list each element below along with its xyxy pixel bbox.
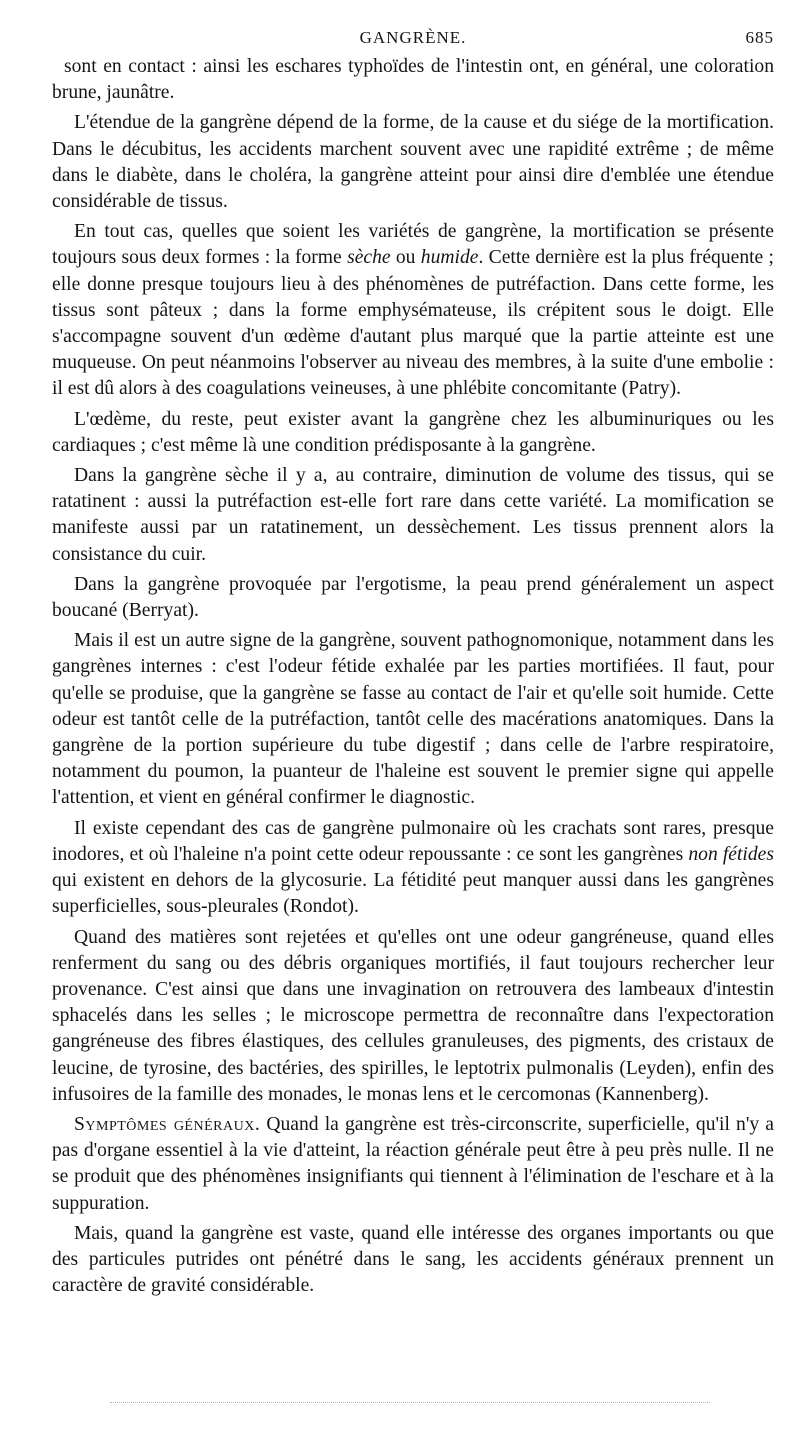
section-heading: Symptômes généraux. [74,1113,261,1135]
text-run: Dans la gangrène sèche il y a, au contraire, diminution de volume des tissus, qui se ratatinent : aussi la putréfaction est-elle fort rare dans cette variété. La momification se manifeste aussi par un ratatinement, un dessèchement. Les tissus prennent alors la consistance du cuir. [52,465,774,565]
text-run: Mais, quand la gangrène est vaste, quand elle intéresse des organes importants ou que des particules putrides ont pénétré dans le sang, les accidents généraux prennent un caractère de gravité considérable. [52,1222,774,1297]
italic-term: sèche [347,247,391,269]
text-run: . Cette dernière est la plus fréquente ; elle donne presque toujours lieu à des phénomènes de putréfaction. Dans cette forme, les tissus sont pâteux ; dans la forme emphysémateuse, ils crépitent sous le doigt. Elle s'accompagne souvent d'un œdème d'autant plus marqué que la partie atteinte est une muqueuse. On peut néanmoins l'observer au niveau des membres, à la suite d'une embolie : il est dû alors à des coagulations veineuses, à une phlébite concomitante (Patry). [52,247,774,400]
paragraph [52,407,774,459]
paragraph [52,1112,774,1217]
text-run: Il existe cependant des cas de gangrène pulmonaire où les crachats sont rares, presque inodores, et où l'haleine n'a point cette odeur repoussante : ce sont les gangrènes [52,817,774,865]
text-run: En tout cas, quelles que soient les variétés de gangrène, la mortification se présente toujours sous deux formes : la forme [52,221,774,269]
book-page [52,28,774,1303]
italic-term: humide [420,247,479,269]
page-number: 685 [745,28,774,47]
text-run: Quand des matières sont rejetées et qu'elles ont une odeur gangréneuse, quand elles renferment du sang ou des débris organiques mortifiés, il faut toujours rechercher leur provenance. C'est ainsi que dans une invagination on retrouvera des lambeaux d'intestin sphacelés dans les selles ; le microscope permettra de reconnaître dans l'expectoration gangréneuse des fibres élastiques, des cellules granuleuses, des pigments, des cristaux de leucine, de tyrosine, des bactéries, des spirilles, le leptotrix pulmonalis (Leyden), enfin des infusoires de la famille des monades, le monas lens et le cercomonas (Kannenberg). [52,926,774,1105]
paragraph [52,1221,774,1300]
text-run: qui existent en dehors de la glycosurie. La fétidité peut manquer aussi dans les gangrènes superficielles, sous-pleurales (Rondot). [52,870,774,918]
text-run: Mais il est un autre signe de la gangrène, souvent pathognomonique, notamment dans les gangrènes internes : c'est l'odeur fétide exhalée par les parties mortifiées. Il faut, pour qu'elle se produise, que la gangrène se fasse au contact de l'air et qu'elle soit humide. Cette odeur est tantôt celle de la putréfaction, tantôt celle des macérations anatomiques. Dans la gangrène de la portion supérieure du tube digestif ; dans celle de l'arbre respiratoire, notamment du poumon, la puanteur de l'haleine est souvent le premier signe qui appelle l'attention, et vient en général confirmer le diagnostic. [52,630,774,809]
text-run: ou [390,247,421,269]
paragraph [52,219,774,402]
paragraph [52,925,774,1108]
paragraph [52,463,774,568]
text-run: Dans la gangrène provoquée par l'ergotisme, la peau prend généralement un aspect boucané (Berryat). [52,573,774,622]
paragraph [52,54,774,106]
text-run: sont en contact : ainsi les eschares typhoïdes de l'intestin ont, en général, une coloration brune, jaunâtre. [52,56,774,104]
italic-term: non fétides [688,843,774,865]
paragraph [52,110,774,215]
paragraph [52,628,774,811]
text-run: Quand la gangrène est très-circonscrite, superficielle, qu'il n'y a pas d'organe essentiel à la vie d'atteint, la réaction générale peut être à peu près nulle. Il ne se produit que des phénomènes insignifiants qui tiennent à l'élimination de l'eschare et à la suppuration. [52,1113,774,1214]
text-run: L'œdème, du reste, peut exister avant la gangrène chez les albuminuriques ou les cardiaques ; c'est même là une condition prédisposante à la gangrène. [52,408,774,456]
text-run: L'étendue de la gangrène dépend de la forme, de la cause et du siége de la mortification. Dans le décubitus, les accidents marchent souvent avec une rapidité extrême ; de même dans le diabète, dans le choléra, la gangrène atteint pour ainsi dire d'emblée une étendue considérable de tissus. [52,112,774,213]
paragraph [52,816,774,921]
body-text [52,54,774,1299]
footer-rule [110,1402,710,1403]
running-title: GANGRÈNE. [359,28,467,47]
running-header [52,28,774,54]
paragraph [52,572,774,624]
